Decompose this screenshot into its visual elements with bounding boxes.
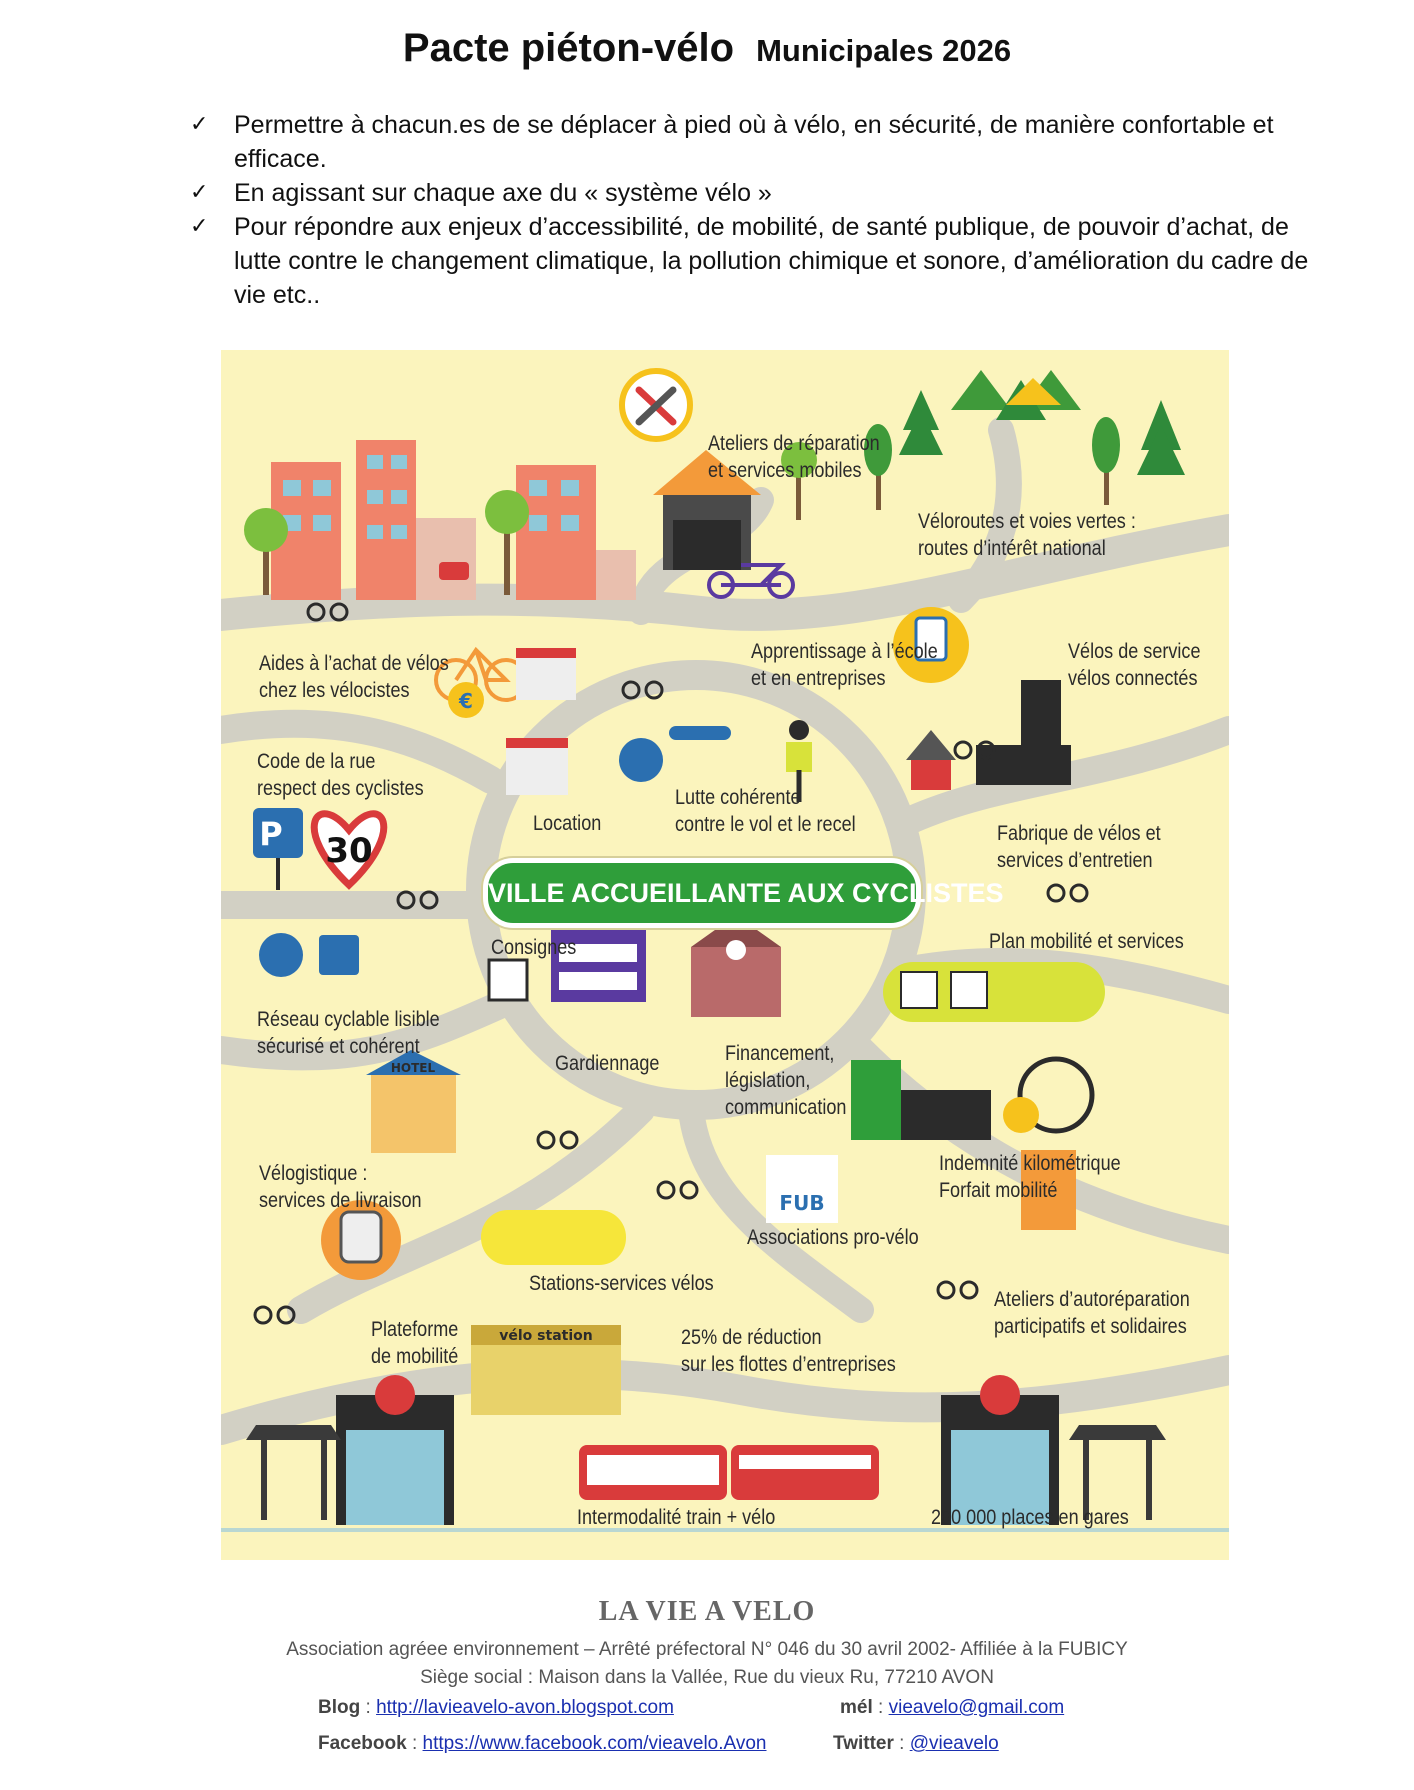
footer-line-2: Siège social : Maison dans la Vallée, Rue du vieux Ru, 77210 AVON bbox=[420, 1667, 994, 1688]
label-consignes: Consignes bbox=[491, 936, 577, 959]
footer-mail: mél : vieavelo@gmail.com bbox=[840, 1697, 1065, 1718]
cycle-lane-sign-icon bbox=[259, 933, 303, 977]
title-subtitle: Municipales 2026 bbox=[756, 33, 1012, 68]
label-velos-service: Vélos de service vélos connectés bbox=[1068, 640, 1201, 690]
speed-limit-value: 30 bbox=[325, 831, 373, 871]
central-banner: VILLE ACCUEILLANTE AUX CYCLISTES bbox=[483, 858, 921, 928]
parking-letter: P bbox=[259, 815, 283, 853]
fub-letters: FUB bbox=[779, 1191, 825, 1215]
factory-icon bbox=[906, 680, 1071, 790]
label-apprentissage: Apprentissage à l’école et en entreprises bbox=[751, 640, 938, 690]
police-icon bbox=[619, 738, 663, 782]
service-station-icon bbox=[481, 1210, 626, 1265]
shared-path-sign-icon bbox=[319, 935, 359, 975]
euro-sign: € bbox=[459, 689, 473, 713]
footer-line-1: Association agréee environnement – Arrêté préfectoral N° 046 du 30 avril 2002- Affiliée à la FUBICY bbox=[286, 1639, 1128, 1660]
bullet-item: ✓ Pour répondre aux enjeux d’accessibilité, de mobilité, de santé publique, de pouvoir d’achat, de lutte contre le changement climatique, la pollution chimique et sonore, d’amélioration du cadre de vie etc.. bbox=[190, 210, 1320, 312]
label-velogistique: Vélogistique : services de livraison bbox=[259, 1162, 422, 1212]
footer-facebook: Facebook : https://www.facebook.com/vieavelo.Avon bbox=[318, 1733, 767, 1754]
city-buildings-icon bbox=[271, 440, 636, 600]
twitter-link[interactable]: @vieavelo bbox=[909, 1733, 999, 1754]
bullet-item: ✓ Permettre à chacun.es de se déplacer à pied où à vélo, en sécurité, de manière confortable et efficace. bbox=[190, 108, 1320, 176]
label-lutte-vol: Lutte cohérente contre le vol et le recel bbox=[675, 786, 856, 836]
label-aides-achat: Aides à l’achat de vélos chez les vélocistes bbox=[259, 652, 449, 702]
office-building-icon bbox=[851, 1060, 991, 1140]
label-plateforme: Plateforme de mobilité bbox=[371, 1318, 459, 1368]
label-stations: Stations-services vélos bbox=[529, 1272, 714, 1295]
label-indemnite: Indemnité kilométrique Forfait mobilité bbox=[939, 1152, 1121, 1202]
label-location: Location bbox=[533, 812, 602, 835]
label-places-gares: 200 000 places en gares bbox=[931, 1506, 1129, 1529]
label-intermodalite: Intermodalité train + vélo bbox=[577, 1506, 776, 1529]
label-reduction: 25% de réduction sur les flottes d’entreprises bbox=[681, 1326, 896, 1376]
bullet-item: ✓ En agissant sur chaque axe du « système vélo » bbox=[190, 176, 1320, 210]
footer-twitter: Twitter : @vieavelo bbox=[833, 1733, 999, 1754]
train-wagon-icon bbox=[579, 1445, 879, 1500]
euro-coin-icon bbox=[1003, 1097, 1039, 1133]
repair-tools-icon bbox=[622, 371, 690, 439]
footer-blog: Blog : http://lavieavelo-avon.blogspot.com bbox=[318, 1697, 674, 1718]
title-main: Pacte piéton-vélo bbox=[402, 26, 735, 70]
blog-link[interactable]: http://lavieavelo-avon.blogspot.com bbox=[376, 1697, 674, 1718]
page-title bbox=[0, 26, 1414, 71]
footer-org-name: LA VIE A VELO bbox=[598, 1596, 816, 1627]
label-ateliers-auto: Ateliers d’autoréparation participatifs et solidaires bbox=[994, 1288, 1190, 1338]
infographic bbox=[221, 350, 1229, 1560]
mail-link[interactable]: vieavelo@gmail.com bbox=[888, 1697, 1065, 1718]
check-icon: ✓ bbox=[190, 180, 209, 205]
label-financement: Financement, législation, communication bbox=[725, 1042, 847, 1119]
label-gardiennage: Gardiennage bbox=[555, 1052, 660, 1075]
facebook-link[interactable]: https://www.facebook.com/vieavelo.Avon bbox=[422, 1733, 767, 1754]
check-icon: ✓ bbox=[190, 112, 209, 137]
lock-icon bbox=[669, 726, 731, 740]
label-code-rue: Code de la rue respect des cyclistes bbox=[257, 750, 424, 800]
label-plan-mobilite: Plan mobilité et services bbox=[989, 930, 1184, 953]
locker-icon bbox=[489, 960, 527, 1000]
bullet-list bbox=[190, 108, 1320, 312]
label-ateliers-reparation: Ateliers de réparation et services mobiles bbox=[708, 432, 880, 482]
hotel-sign: HOTEL bbox=[390, 1061, 436, 1075]
label-veloroutes: Véloroutes et voies vertes : routes d’intérêt national bbox=[918, 510, 1136, 560]
check-icon: ✓ bbox=[190, 214, 209, 239]
label-fabrique: Fabrique de vélos et services d’entretien bbox=[997, 822, 1161, 872]
label-reseau: Réseau cyclable lisible sécurisé et cohérent bbox=[257, 1008, 440, 1058]
label-associations: Associations pro-vélo bbox=[747, 1226, 919, 1249]
velo-station-sign: vélo station bbox=[499, 1328, 593, 1344]
